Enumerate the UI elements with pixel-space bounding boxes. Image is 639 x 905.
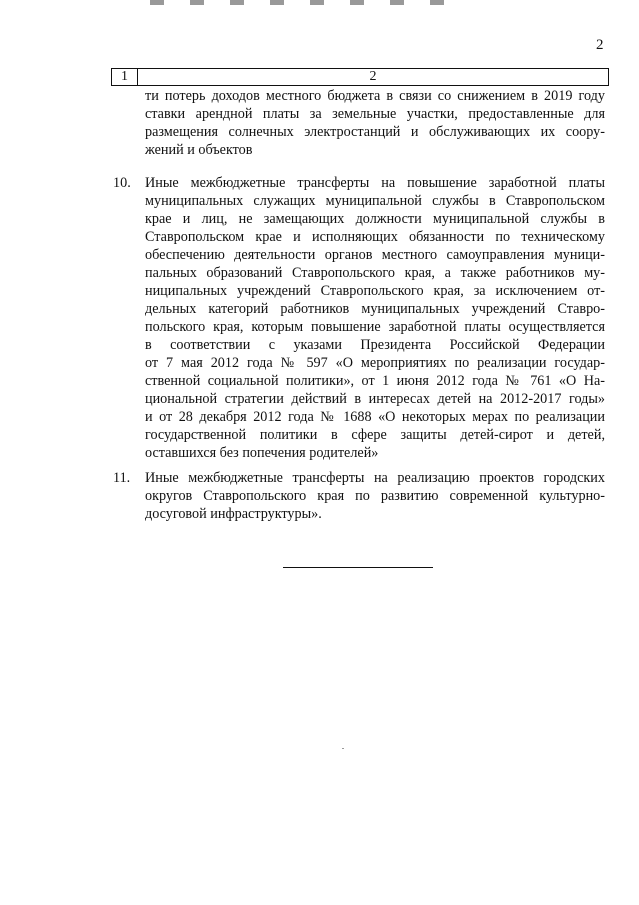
text-line: циональной стратегии действий в интересах детей на 2012-2017 годы» [145, 391, 605, 407]
text-line: ственной социальной политики», от 1 июня 2012 года № 761 «О На- [145, 373, 605, 389]
text-line: дельных категорий работников муниципальных учреждений Ставро- [145, 301, 605, 317]
text-line: Иные межбюджетные трансферты на реализацию проектов городских [145, 470, 605, 486]
text-line: размещения солнечных электростанций и обслуживающих их соору- [145, 124, 605, 140]
text-line: и от 28 декабря 2012 года № 1688 «О некоторых мерах по реализации [145, 409, 605, 425]
table-header-row [111, 68, 609, 86]
table-header-col-2: 2 [369, 69, 377, 84]
text-line: государственной политики в сфере защиты детей-сирот и детей, [145, 427, 605, 443]
text-line: муниципальных служащих муниципальной службы в Ставропольском [145, 193, 605, 209]
text-line: округов Ставропольского края по развитию современной культурно- [145, 488, 605, 504]
text-line: в соответствии с указами Президента Российской Федерации [145, 337, 605, 353]
text-line: Ставропольском крае и исполняющих обязанности по техническому [145, 229, 605, 245]
text-line: жений и объектов [145, 142, 253, 158]
scan-artifact [150, 0, 470, 5]
page-number: 2 [596, 37, 604, 53]
item-11-number: 11. [113, 470, 131, 486]
text-line: от 7 мая 2012 года № 597 «О мероприятиях по реализации государ- [145, 355, 605, 371]
text-line: польского края, которым повышение заработной платы осуществляется [145, 319, 605, 335]
item-10-number: 10. [113, 175, 131, 191]
text-line: обеспечению деятельности органов местного самоуправления муници- [145, 247, 605, 263]
text-line: ставки арендной платы за земельные участки, предоставленные для [145, 106, 605, 122]
text-line: пальных образований Ставропольского края, а также работников му- [145, 265, 605, 281]
text-line: ниципальных учреждений Ставропольского края, за исключением от- [145, 283, 605, 299]
scan-speck [342, 748, 344, 749]
table-header-col-1: 1 [112, 69, 138, 85]
item-11-text [145, 469, 605, 523]
item-10-text [145, 174, 605, 462]
text-line: ти потерь доходов местного бюджета в связи со снижением в 2019 году [145, 88, 605, 104]
continuation-text [145, 87, 605, 159]
text-line: досуговой инфраструктуры». [145, 506, 322, 522]
text-line: Иные межбюджетные трансферты на повышение заработной платы [145, 175, 605, 191]
end-divider [283, 567, 433, 568]
text-line: крае и лиц, не замещающих должности муниципальной службы в [145, 211, 605, 227]
text-line: оставшихся без попечения родителей» [145, 445, 379, 461]
